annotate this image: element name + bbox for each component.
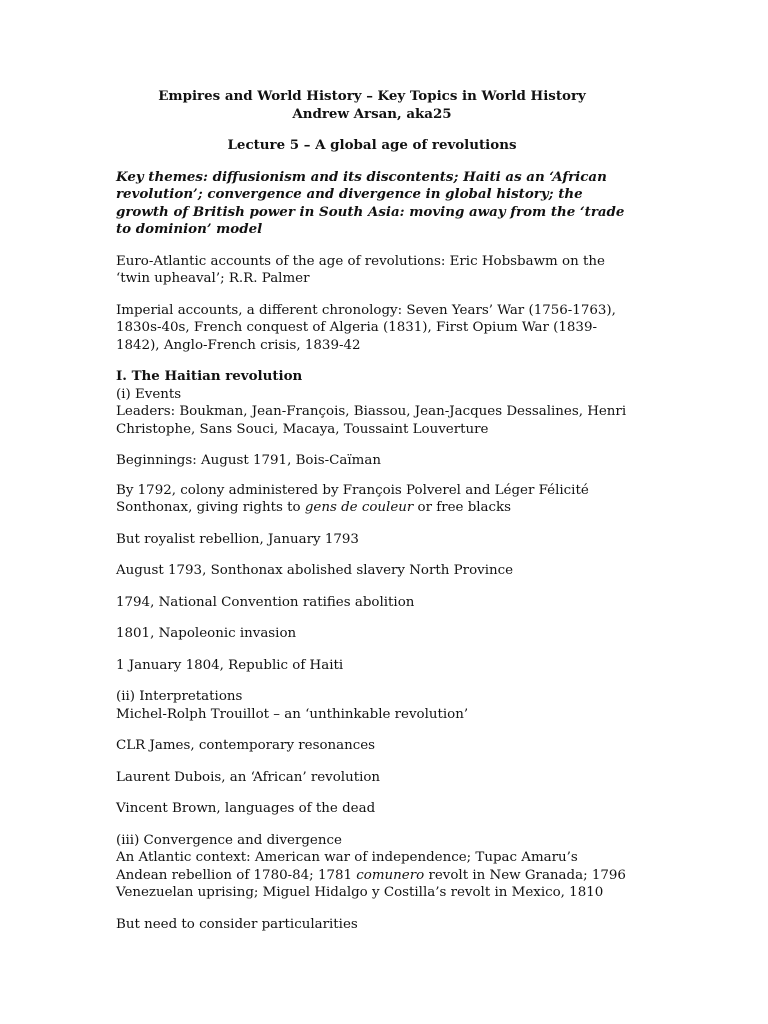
lecture-title: Lecture 5 – A global age of revolutions [227,137,517,153]
intro-paragraph-2: Imperial accounts, a different chronology: Seven Years’ War (1756-1763), 1830s-40s, French conquest of Algeria (1831), First Opium War (1839-1842), Anglo-French crisis, 1839-42 [116,302,616,353]
event-item: 1794, National Convention ratifies abolition [116,594,415,610]
closing-line: But need to consider particularities [116,916,358,932]
author-line: Andrew Arsan, aka25 [292,105,452,122]
atlantic-context-paragraph [116,849,628,902]
subsection-convergence-label: (iii) Convergence and divergence [116,832,342,848]
event-item: August 1793, Sonthonax abolished slavery North Province [116,563,514,578]
context-text-start: An Atlantic context: American war of independence; Tupac Amaru’s Andean rebellion of 1780-84; 1781 [116,850,578,883]
context-italic-term: comunero [356,867,425,883]
course-title: Empires and World History – Key Topics in World History [158,88,586,104]
section-heading: I. The Haitian revolution [116,368,303,384]
colony-text-start: By 1792, colony administered by François Polverel and Léger Félicité Sonthonax, giving rights to [116,482,589,515]
event-item: But royalist rebellion, January 1793 [116,531,359,547]
interpretation-item: Vincent Brown, languages of the dead [116,801,376,816]
event-item: 1 January 1804, Republic of Haiti [116,657,344,673]
beginnings-paragraph: Beginnings: August 1791, Bois-Caïman [116,453,381,468]
colony-text-end: or free blacks [413,500,512,515]
event-item: 1801, Napoleonic invasion [116,626,297,641]
subsection-events-label: (i) Events [116,386,182,402]
colony-paragraph [116,482,628,517]
context-text-end: revolt in New Granada; 1796 Venezuelan uprising; Miguel Hidalgo y Costilla’s revolt in Mexico, 1810 [116,867,626,900]
interpretation-item: CLR James, contemporary resonances [116,738,376,753]
intro-paragraph-1: Euro-Atlantic accounts of the age of revolutions: Eric Hobsbawm on the ‘twin upheaval’; R.R. Palmer [116,253,605,286]
interpretation-item: Michel-Rolph Trouillot – an ‘unthinkable revolution’ [116,706,469,722]
interpretation-item: Laurent Dubois, an ‘African’ revolution [116,769,381,785]
subsection-interpretations-label: (ii) Interpretations [116,689,243,704]
leaders-paragraph: Leaders: Boukman, Jean-François, Biassou, Jean-Jacques Dessalines, Henri Christophe, Sans Souci, Macaya, Toussaint Louverture [116,404,627,437]
colony-italic-term: gens de couleur [304,500,414,515]
key-themes: Key themes: diffusionism and its discontents; Haiti as an ‘African revolution’; convergence and divergence in global history; the growth of British power in South Asia: moving away from the ‘trade to dominion’ model [116,168,625,237]
